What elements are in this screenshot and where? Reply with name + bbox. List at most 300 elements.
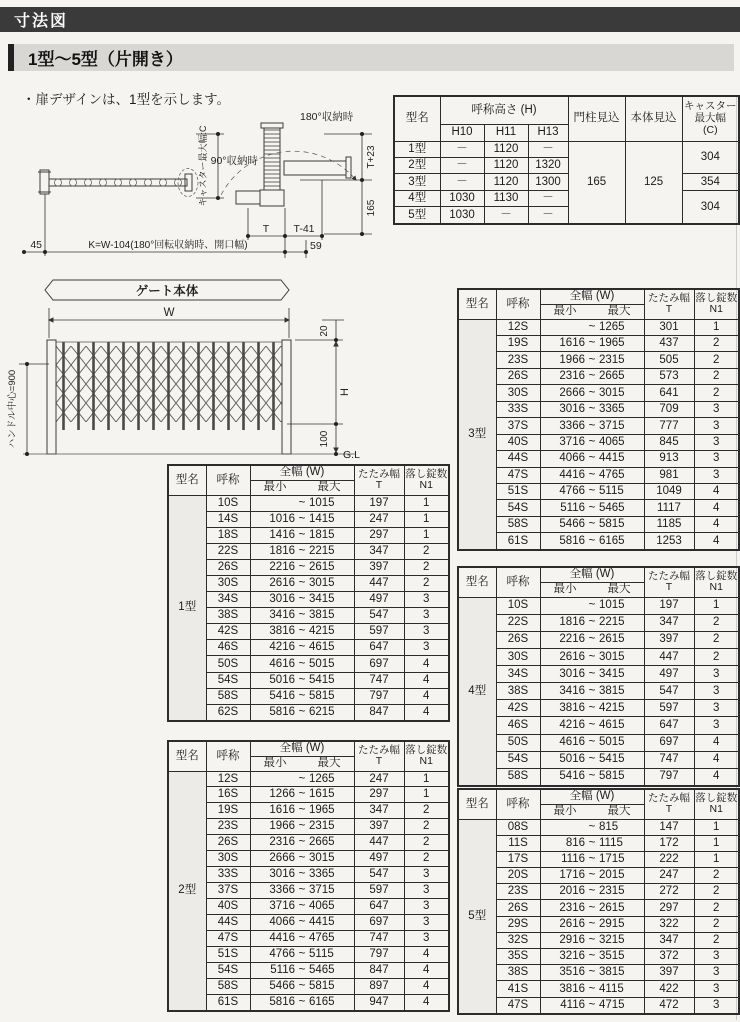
fold-width-value: 1117 [644, 500, 694, 516]
size-code: 38S [496, 965, 540, 981]
width-range [540, 997, 644, 1014]
dim-20: 20 [319, 325, 330, 337]
range-tilde: ~ [298, 852, 306, 865]
width-range [250, 592, 354, 608]
col-name: 呼称 [496, 567, 540, 597]
section-title: 1型〜5型（片開き） [28, 50, 183, 69]
col-min-max [250, 480, 354, 495]
fold-width-value: 1253 [644, 533, 694, 550]
col-min: 最小 [263, 481, 287, 494]
drop-lock-count: 4 [404, 704, 449, 721]
width-range [540, 666, 644, 683]
width-min: 5816 [559, 534, 585, 547]
table-row [458, 900, 739, 916]
size-code: 26S [496, 368, 540, 384]
plan-folded-gate-180 [284, 157, 351, 178]
fold-width-value: 397 [644, 965, 694, 981]
table-row [458, 434, 739, 450]
fold-width-value: 897 [354, 978, 404, 994]
width-min: 3366 [559, 419, 585, 432]
size-code: 35S [496, 949, 540, 965]
fold-width-value: 647 [354, 899, 404, 915]
table-row [168, 851, 449, 867]
width-range [540, 401, 644, 417]
fold-width-value: 547 [644, 683, 694, 700]
drop-lock-count: 4 [694, 500, 739, 516]
fold-width-value: 172 [644, 835, 694, 851]
table-row [168, 915, 449, 931]
table-row [168, 771, 449, 787]
width-max: 1265 [309, 772, 335, 785]
drop-lock-count: 3 [404, 608, 449, 624]
width-range [540, 335, 644, 351]
width-max: 815 [599, 820, 619, 833]
table-row [168, 656, 449, 672]
col-fold-width: たたみ幅 T [644, 567, 694, 597]
table-row [458, 648, 739, 665]
table-row [458, 467, 739, 483]
drop-lock-count: 2 [694, 868, 739, 884]
width-max: 5115 [309, 948, 334, 961]
table-row [168, 559, 449, 575]
col-max: 最大 [317, 757, 341, 770]
size-code: 30S [496, 648, 540, 665]
size-code: 41S [496, 981, 540, 997]
range-tilde: ~ [298, 804, 306, 817]
table-row [458, 916, 739, 932]
col-model: 型名 [458, 567, 496, 597]
drop-lock-count: 3 [694, 418, 739, 434]
width-range [250, 771, 354, 787]
table-row [458, 981, 739, 997]
fold-width-value: 641 [644, 385, 694, 401]
range-tilde: ~ [588, 684, 596, 697]
drop-lock-count: 2 [694, 614, 739, 631]
size-code: 34S [206, 592, 250, 608]
fold-width-value: 222 [644, 851, 694, 867]
width-range [540, 434, 644, 450]
drop-lock-count: 3 [694, 401, 739, 417]
fold-width-value: 297 [354, 787, 404, 803]
col-model: 型名 [168, 465, 206, 495]
table-row [458, 500, 739, 516]
width-max: 4615 [599, 719, 625, 731]
range-tilde: ~ [588, 901, 596, 914]
width-max: 4765 [309, 932, 335, 945]
col-min: 最小 [553, 583, 577, 596]
table-row: 1型 － 1120 － 165 125 304 [394, 141, 739, 157]
size-table-type4 [457, 566, 738, 787]
range-tilde: ~ [588, 836, 596, 849]
table-row [458, 683, 739, 700]
range-tilde: ~ [298, 820, 306, 833]
dim-k: K=W-104(180°回転収納時、開口幅) [88, 240, 248, 251]
drop-lock-count: 3 [694, 949, 739, 965]
width-min: 4416 [269, 932, 295, 945]
range-tilde: ~ [298, 625, 306, 638]
width-max: 5815 [309, 979, 335, 992]
gate-body-label: ゲート本体 [135, 284, 199, 298]
drop-lock-count: 1 [404, 511, 449, 527]
col-model: 型名 [168, 741, 206, 771]
range-tilde: ~ [298, 657, 306, 670]
drop-lock-count: 3 [404, 624, 449, 640]
width-max: 1715 [599, 853, 625, 866]
width-range [540, 717, 644, 734]
width-range [540, 700, 644, 717]
spec-model: 1型 [394, 141, 440, 157]
width-range [250, 511, 354, 527]
size-code: 20S [496, 868, 540, 884]
range-tilde: ~ [298, 884, 306, 897]
size-table [167, 464, 450, 722]
fold-width-value: 422 [644, 981, 694, 997]
width-range [540, 467, 644, 483]
range-tilde: ~ [298, 689, 306, 702]
col-min: 最小 [553, 805, 577, 818]
width-min: 3516 [559, 966, 585, 979]
width-max: 4765 [599, 468, 625, 481]
drop-lock-count: 3 [694, 965, 739, 981]
fold-width-value: 437 [644, 335, 694, 351]
width-range [250, 495, 354, 511]
fold-width-value: 697 [354, 915, 404, 931]
col-drop-locks: 落し錠数 N1 [694, 789, 739, 819]
table-row [168, 543, 449, 559]
width-max: 3415 [309, 593, 335, 606]
range-tilde: ~ [298, 836, 306, 849]
col-drop-locks: 落し錠数 N1 [694, 289, 739, 319]
width-max: 4615 [309, 641, 335, 654]
spec-model: 3型 [394, 174, 440, 190]
table-row [458, 868, 739, 884]
width-min: 2216 [559, 633, 585, 646]
table-row [458, 997, 739, 1014]
drop-lock-count: 1 [694, 819, 739, 835]
design-note: ・扉デザインは、1型を示します。 [22, 92, 230, 107]
page-title: 寸法図 [14, 13, 69, 30]
width-min: 1416 [269, 528, 295, 541]
range-tilde: ~ [588, 534, 596, 547]
width-min: 4216 [559, 719, 585, 731]
size-code: 42S [206, 624, 250, 640]
table-row [458, 451, 739, 467]
width-min: 1966 [269, 820, 295, 833]
col-width: 全幅 (W) [540, 289, 644, 304]
size-code: 32S [496, 932, 540, 948]
drop-lock-count: 4 [404, 656, 449, 672]
size-table-type2 [167, 740, 448, 1012]
width-max: 2615 [309, 560, 335, 573]
width-range [250, 819, 354, 835]
width-max: 1015 [599, 599, 625, 612]
width-max: 5415 [599, 753, 625, 766]
width-max: 2615 [599, 633, 625, 646]
width-max: 4065 [599, 435, 625, 448]
width-min: 5016 [269, 673, 295, 686]
accordion-gate [47, 340, 291, 454]
range-tilde: ~ [298, 577, 306, 590]
width-max: 5815 [599, 770, 625, 783]
size-code: 30S [206, 575, 250, 591]
table-row [458, 734, 739, 751]
fold-width-value: 1049 [644, 484, 694, 500]
spec-model: 5型 [394, 207, 440, 224]
width-range [250, 704, 354, 721]
size-code: 51S [496, 484, 540, 500]
fold-width-value: 947 [354, 994, 404, 1011]
table-row [458, 884, 739, 900]
width-min: 4116 [560, 998, 585, 1011]
drop-lock-count: 2 [404, 835, 449, 851]
table-row [168, 704, 449, 721]
drop-lock-count: 1 [404, 787, 449, 803]
width-max: 1965 [599, 337, 625, 350]
fold-width-value: 697 [354, 656, 404, 672]
width-max: 5015 [599, 736, 625, 749]
size-code: 37S [206, 883, 250, 899]
size-code: 40S [496, 434, 540, 450]
size-table [457, 566, 740, 787]
table-row [458, 768, 739, 786]
fold-width-value: 447 [644, 648, 694, 665]
size-code: 29S [496, 916, 540, 932]
size-code: 58S [496, 768, 540, 786]
fold-width-value: 301 [644, 319, 694, 335]
model-label: 1型 [168, 495, 206, 721]
fold-width-value: 247 [354, 771, 404, 787]
size-table [457, 288, 740, 551]
fold-width-value: 397 [354, 559, 404, 575]
table-row [168, 624, 449, 640]
range-tilde: ~ [298, 705, 306, 718]
width-min: 3016 [269, 593, 295, 606]
width-min: 1116 [561, 853, 585, 866]
width-max: 2315 [599, 353, 625, 366]
range-tilde: ~ [588, 650, 596, 663]
fold-width-value: 147 [644, 819, 694, 835]
drop-lock-count: 2 [404, 575, 449, 591]
size-code: 38S [206, 608, 250, 624]
range-tilde: ~ [298, 496, 306, 509]
range-tilde: ~ [298, 916, 306, 929]
col-max: 最大 [607, 305, 631, 318]
range-tilde: ~ [588, 370, 596, 383]
gate-body-callout [45, 280, 289, 300]
table-row [458, 851, 739, 867]
fold-width-value: 847 [354, 704, 404, 721]
drop-lock-count: 1 [404, 495, 449, 511]
dim-t41: T-41 [293, 223, 315, 235]
width-max: 3015 [309, 577, 335, 590]
range-tilde: ~ [298, 544, 306, 557]
fold-width-value: 797 [644, 768, 694, 786]
width-range [540, 851, 644, 867]
size-code: 30S [496, 385, 540, 401]
width-min: 5416 [559, 770, 585, 783]
handle-center-label: ハンドル中心=900 [7, 369, 18, 449]
table-row [168, 511, 449, 527]
size-code: 37S [496, 418, 540, 434]
width-dimension [49, 307, 289, 338]
page-title-bar [0, 7, 740, 32]
size-code: 47S [496, 997, 540, 1014]
fold-width-value: 322 [644, 916, 694, 932]
width-range [250, 656, 354, 672]
dim-w: W [163, 307, 175, 319]
table-row [458, 819, 739, 835]
width-range [540, 631, 644, 648]
width-min: 2916 [559, 933, 585, 946]
range-tilde: ~ [588, 853, 596, 866]
plan-extended-gate [38, 169, 198, 197]
table-row [458, 484, 739, 500]
table-row [168, 931, 449, 947]
size-code: 08S [496, 819, 540, 835]
dim-t23: T+23 [366, 145, 377, 169]
range-tilde: ~ [298, 641, 306, 654]
width-range [250, 962, 354, 978]
width-min: 5416 [269, 689, 295, 702]
table-row [458, 352, 739, 368]
width-range [540, 683, 644, 700]
width-max: 3815 [599, 966, 625, 979]
table-row [458, 418, 739, 434]
col-min-max [540, 804, 644, 819]
range-tilde: ~ [588, 616, 596, 629]
dim-45: 45 [30, 239, 42, 251]
table-row [458, 631, 739, 648]
width-min: 2666 [269, 852, 295, 865]
width-range [250, 915, 354, 931]
model-label: 2型 [168, 771, 206, 1011]
width-max: 3365 [599, 403, 625, 416]
width-range [250, 688, 354, 704]
range-tilde: ~ [588, 950, 596, 963]
fold-width-value: 497 [644, 666, 694, 683]
table-row [168, 688, 449, 704]
spec-pillar-value: 165 [568, 141, 625, 224]
col-name: 呼称 [496, 789, 540, 819]
drop-lock-count: 1 [404, 527, 449, 543]
width-min: 1016 [269, 512, 295, 525]
width-min: 3366 [269, 884, 295, 897]
width-max: 4415 [599, 452, 625, 465]
range-tilde: ~ [298, 673, 306, 686]
table-row [458, 335, 739, 351]
fold-width-value: 747 [354, 931, 404, 947]
fold-width-value: 497 [354, 851, 404, 867]
handle-center-dimension [6, 362, 49, 456]
range-tilde: ~ [588, 982, 596, 995]
table-row [168, 899, 449, 915]
drop-lock-count: 3 [404, 867, 449, 883]
size-code: 46S [496, 717, 540, 734]
dim-59: 59 [310, 240, 322, 252]
table-row [168, 835, 449, 851]
width-min: 2616 [559, 917, 585, 930]
range-tilde: ~ [588, 518, 596, 531]
table-row [168, 608, 449, 624]
width-max: 1015 [309, 496, 335, 509]
width-max: 6215 [309, 705, 335, 718]
table-row [458, 614, 739, 631]
drop-lock-count: 4 [404, 994, 449, 1011]
plan-right-dimensions [300, 132, 377, 236]
drop-lock-count: 2 [694, 884, 739, 900]
range-tilde: ~ [588, 452, 596, 465]
width-range [250, 899, 354, 915]
size-code: 17S [496, 851, 540, 867]
width-min: 1966 [559, 353, 585, 366]
range-tilde: ~ [588, 468, 596, 481]
width-max: 2665 [309, 836, 335, 849]
width-min: 2316 [269, 836, 295, 849]
col-drop-locks: 落し錠数 N1 [694, 567, 739, 597]
table-row [168, 819, 449, 835]
width-max: 5415 [309, 673, 335, 686]
width-min: 3716 [269, 900, 295, 913]
table-row [458, 751, 739, 768]
width-range [250, 640, 354, 656]
col-name: 呼称 [206, 741, 250, 771]
range-tilde: ~ [588, 403, 596, 416]
range-tilde: ~ [298, 900, 306, 913]
plan-bottom-dimensions [22, 180, 324, 258]
width-max: 3015 [599, 650, 625, 663]
table-row [458, 368, 739, 384]
range-tilde: ~ [298, 528, 306, 541]
drop-lock-count: 3 [694, 666, 739, 683]
size-code: 62S [206, 704, 250, 721]
width-max: 6165 [309, 995, 335, 1008]
fold-width-value: 372 [644, 949, 694, 965]
fold-width-value: 747 [354, 672, 404, 688]
fold-width-value: 347 [354, 543, 404, 559]
width-min: 5816 [269, 995, 295, 1008]
width-max: 2615 [599, 901, 625, 914]
col-width: 全幅 (W) [540, 567, 644, 582]
drop-lock-count: 2 [404, 851, 449, 867]
fold-width-value: 597 [644, 700, 694, 717]
fold-width-value: 547 [354, 867, 404, 883]
size-code: 51S [206, 946, 250, 962]
fold-width-value: 1185 [644, 516, 694, 532]
drop-lock-count: 1 [694, 319, 739, 335]
width-max: 3015 [309, 852, 335, 865]
width-max: 3365 [309, 868, 335, 881]
gl-label: G.L [343, 449, 360, 461]
width-min: 3216 [559, 950, 585, 963]
size-code: 11S [496, 835, 540, 851]
width-max: 2315 [309, 820, 335, 833]
fold-width-value: 597 [354, 624, 404, 640]
range-tilde: ~ [588, 667, 596, 680]
drop-lock-count: 3 [694, 451, 739, 467]
size-code: 10S [206, 495, 250, 511]
size-code: 33S [496, 401, 540, 417]
width-min: 5116 [270, 963, 295, 976]
width-min: 3416 [559, 684, 585, 697]
range-tilde: ~ [588, 869, 596, 882]
width-min: 2616 [269, 577, 295, 590]
size-table [457, 788, 740, 1015]
drop-lock-count: 3 [694, 683, 739, 700]
width-range [540, 835, 644, 851]
col-drop-locks: 落し錠数 N1 [404, 741, 449, 771]
width-range [250, 883, 354, 899]
range-tilde: ~ [588, 485, 596, 498]
